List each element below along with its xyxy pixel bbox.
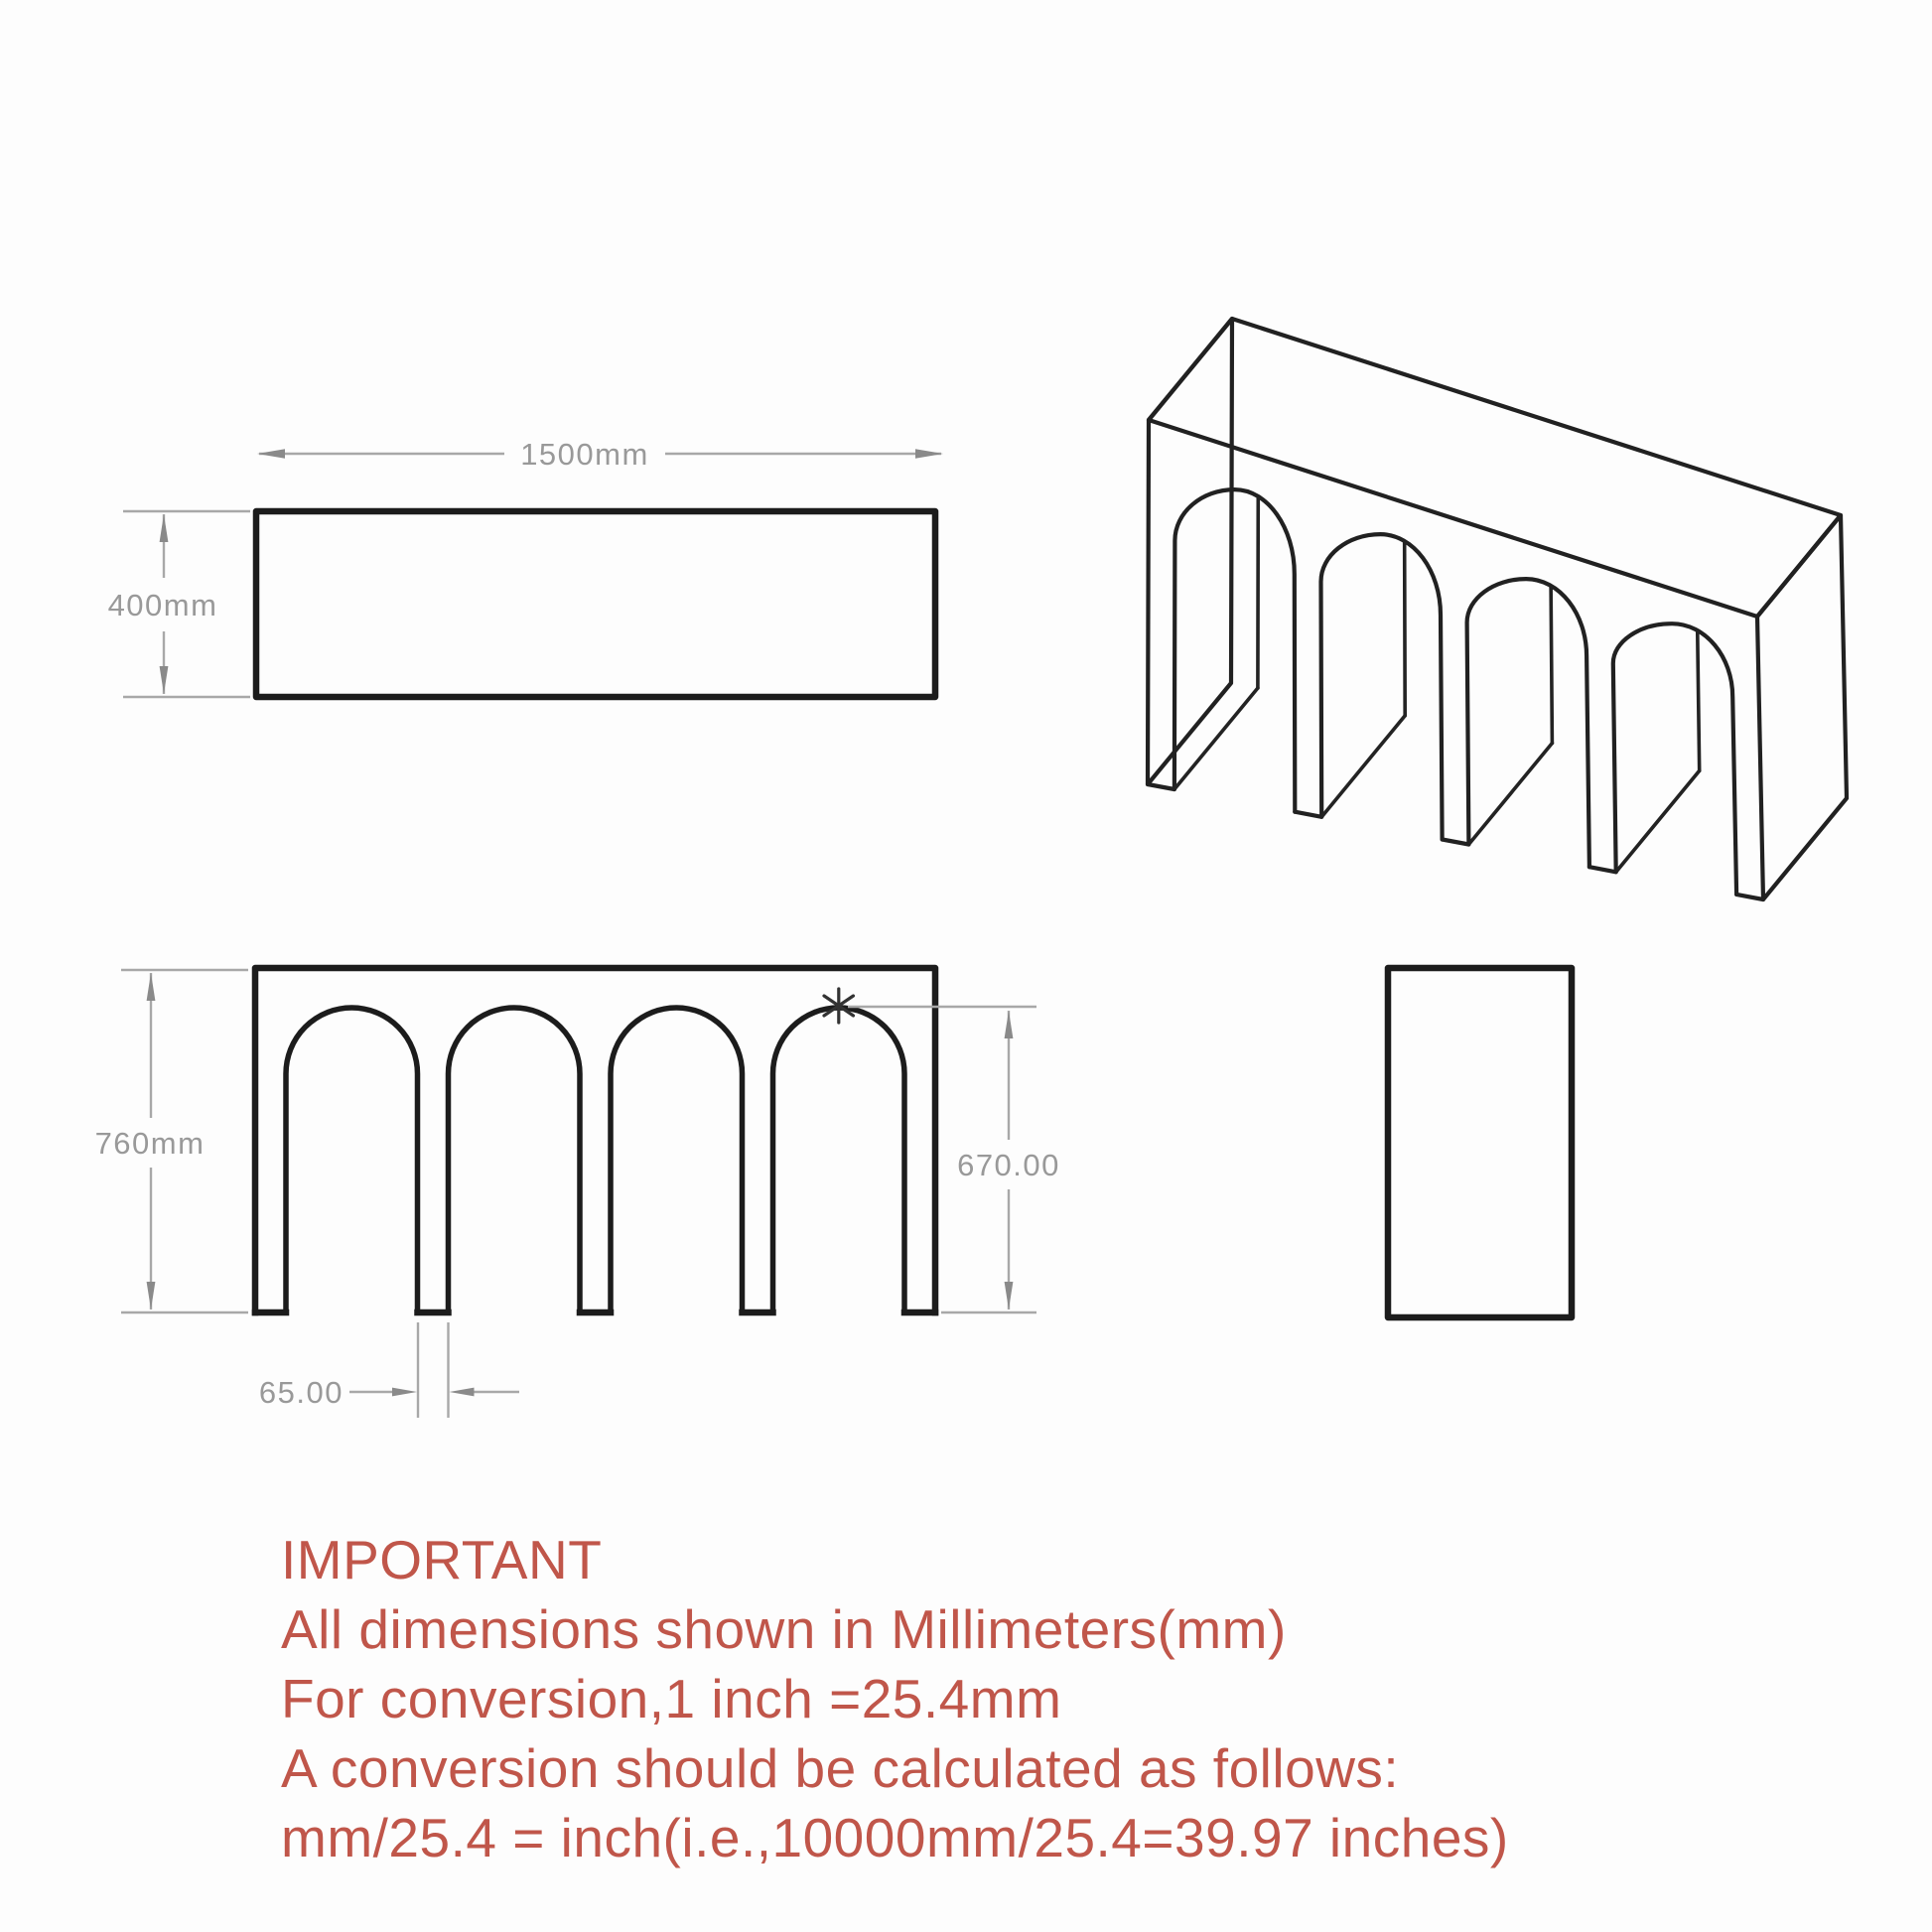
isometric-view bbox=[1148, 319, 1847, 899]
front-view-height-label: 760mm bbox=[94, 1126, 206, 1161]
front-view bbox=[95, 968, 1060, 1418]
notes-heading: IMPORTANT bbox=[281, 1529, 603, 1590]
notes-block bbox=[281, 1525, 1509, 1872]
arrow-down-icon bbox=[1005, 1282, 1014, 1310]
dimension-leg-width-65 bbox=[259, 1322, 519, 1418]
side-view bbox=[1388, 968, 1572, 1317]
arrow-left-icon bbox=[257, 449, 285, 459]
iso-left-end-face bbox=[1148, 319, 1232, 784]
note-line-units: All dimensions shown in Millimeters(mm) bbox=[281, 1598, 1287, 1660]
top-view-depth-label: 400mm bbox=[107, 588, 218, 622]
iso-tunnel-3 bbox=[1468, 478, 1673, 867]
dimension-arch-height-670 bbox=[848, 1007, 1060, 1312]
arrow-up-icon bbox=[147, 973, 156, 1001]
note-line-conversion-factor: For conversion,1 inch =25.4mm bbox=[281, 1668, 1062, 1729]
dimension-width-1500 bbox=[257, 437, 943, 472]
iso-leg-bottoms bbox=[1148, 784, 1763, 899]
arrow-down-icon bbox=[160, 666, 169, 694]
front-view-arch-height-label: 670.00 bbox=[957, 1148, 1060, 1182]
top-view-width-label: 1500mm bbox=[520, 437, 649, 472]
front-view-outline bbox=[255, 968, 935, 1312]
arrow-up-icon bbox=[160, 514, 169, 542]
iso-top-face bbox=[1149, 319, 1841, 617]
arrow-right-icon bbox=[915, 449, 943, 459]
dimension-depth-400 bbox=[108, 511, 250, 697]
iso-right-end-panel bbox=[1757, 515, 1847, 899]
side-view-outline bbox=[1388, 968, 1572, 1317]
top-view bbox=[108, 437, 943, 697]
front-view-leg-width-label: 65.00 bbox=[258, 1375, 344, 1410]
note-line-conversion-example: mm/25.4 = inch(i.e.,10000mm/25.4=39.97 inches) bbox=[281, 1807, 1509, 1868]
arrow-up-icon bbox=[1005, 1011, 1014, 1038]
iso-tunnel-2 bbox=[1321, 433, 1525, 839]
arrow-down-icon bbox=[147, 1282, 156, 1310]
arrow-left-icon bbox=[450, 1388, 475, 1397]
iso-tunnel-1 bbox=[1174, 388, 1378, 812]
arrow-right-icon bbox=[392, 1388, 417, 1397]
dimension-height-760 bbox=[95, 970, 248, 1312]
front-view-arches bbox=[286, 1008, 904, 1312]
top-view-outline bbox=[256, 511, 935, 697]
note-line-conversion-rule: A conversion should be calculated as follows: bbox=[281, 1737, 1400, 1799]
